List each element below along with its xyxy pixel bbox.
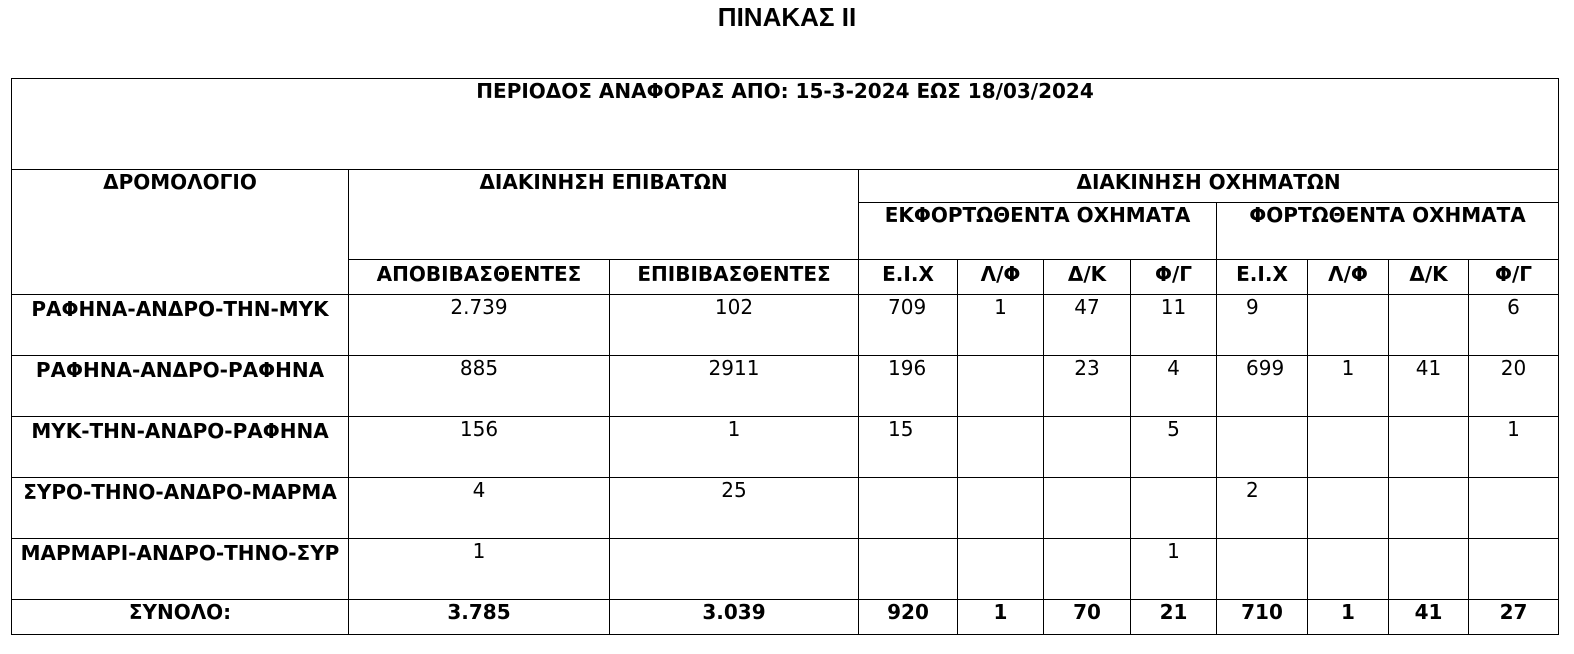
disembarked-cell: 2.739 [349,295,610,356]
table-row [12,478,1559,539]
total-unloaded-cell: 1 [958,600,1044,635]
loaded-type-header: Φ/Γ [1469,260,1559,295]
loaded-cell: 1 [1308,356,1389,417]
unloaded-cell: 1 [1131,539,1217,600]
unloaded-cell: 709 [859,295,958,356]
loaded-cell: 41 [1389,356,1469,417]
unloaded-cell [1131,478,1217,539]
unloaded-type-header: Ε.Ι.Χ [859,260,958,295]
total-label: ΣΥΝΟΛΟ: [12,600,349,635]
loaded-cell [1308,478,1389,539]
unloaded-cell: 4 [1131,356,1217,417]
unloaded-cell: 1 [958,295,1044,356]
loaded-cell: 699 [1217,356,1308,417]
route-cell: ΡΑΦΗΝΑ-ΑΝΔΡΟ-ΡΑΦΗΝΑ [12,356,349,417]
loaded-cell [1389,539,1469,600]
total-row [12,600,1559,635]
loaded-cell: 2 [1217,478,1308,539]
total-loaded-cell: 27 [1469,600,1559,635]
total-loaded-cell: 1 [1308,600,1389,635]
embarked-cell: 102 [610,295,859,356]
unloaded-cell: 5 [1131,417,1217,478]
passengers-header: ΔΙΑΚΙΝΗΣΗ ΕΠΙΒΑΤΩΝ [349,170,859,260]
unloaded-cell [1044,539,1131,600]
unloaded-cell: 23 [1044,356,1131,417]
unloaded-type-header: Φ/Γ [1131,260,1217,295]
unloaded-cell: 15 [859,417,958,478]
loaded-cell [1308,417,1389,478]
page-title: ΠΙΝΑΚΑΣ ΙΙ [717,2,857,32]
unloaded-cell [859,478,958,539]
loaded-cell: 1 [1469,417,1559,478]
unloaded-type-header: Δ/Κ [1044,260,1131,295]
unloaded-cell: 47 [1044,295,1131,356]
total-embarked: 3.039 [610,600,859,635]
loaded-cell: 20 [1469,356,1559,417]
route-cell: ΜΥΚ-ΤΗΝ-ΑΝΔΡΟ-ΡΑΦΗΝΑ [12,417,349,478]
unloaded-type-header: Λ/Φ [958,260,1044,295]
loaded-cell [1389,417,1469,478]
table-row [12,539,1559,600]
unloaded-cell [958,356,1044,417]
embarked-cell: 1 [610,417,859,478]
unloaded-cell [958,539,1044,600]
disembarked-cell: 1 [349,539,610,600]
loaded-header: ΦΟΡΤΩΘΕΝΤΑ ΟΧΗΜΑΤΑ [1217,203,1559,260]
unloaded-cell [958,417,1044,478]
unloaded-cell [958,478,1044,539]
route-cell: ΡΑΦΗΝΑ-ΑΝΔΡΟ-ΤΗΝ-ΜΥΚ [12,295,349,356]
period-header: ΠΕΡΙΟΔΟΣ ΑΝΑΦΟΡΑΣ ΑΠΟ: 15-3-2024 ΕΩΣ 18/03/2024 [12,79,1559,170]
unloaded-cell [859,539,958,600]
unloaded-cell: 196 [859,356,958,417]
unloaded-cell [1044,478,1131,539]
loaded-cell [1217,539,1308,600]
loaded-cell [1217,417,1308,478]
loaded-cell [1308,295,1389,356]
total-loaded-cell: 41 [1389,600,1469,635]
table-row [12,295,1559,356]
total-unloaded-cell: 21 [1131,600,1217,635]
table-row [12,417,1559,478]
loaded-cell [1308,539,1389,600]
total-disembarked: 3.785 [349,600,610,635]
embarked-header: ΕΠΙΒΙΒΑΣΘΕΝΤΕΣ [610,260,859,295]
embarked-cell [610,539,859,600]
disembarked-cell: 885 [349,356,610,417]
loaded-cell [1389,295,1469,356]
unloaded-cell: 11 [1131,295,1217,356]
loaded-cell [1469,539,1559,600]
loaded-type-header: Ε.Ι.Χ [1217,260,1308,295]
disembarked-cell: 4 [349,478,610,539]
loaded-cell: 6 [1469,295,1559,356]
total-unloaded-cell: 920 [859,600,958,635]
embarked-cell: 25 [610,478,859,539]
unloaded-header: ΕΚΦΟΡΤΩΘΕΝΤΑ ΟΧΗΜΑΤΑ [859,203,1217,260]
traffic-table [11,78,1559,635]
vehicles-header: ΔΙΑΚΙΝΗΣΗ ΟΧΗΜΑΤΩΝ [859,170,1559,203]
loaded-cell [1469,478,1559,539]
route-header: ΔΡΟΜΟΛΟΓΙΟ [12,170,349,295]
route-cell: ΣΥΡΟ-ΤΗΝΟ-ΑΝΔΡΟ-ΜΑΡΜΑ [12,478,349,539]
route-cell: ΜΑΡΜΑΡΙ-ΑΝΔΡΟ-ΤΗΝΟ-ΣΥΡ [12,539,349,600]
loaded-cell [1389,478,1469,539]
loaded-type-header: Λ/Φ [1308,260,1389,295]
total-unloaded-cell: 70 [1044,600,1131,635]
disembarked-header: ΑΠΟΒΙΒΑΣΘΕΝΤΕΣ [349,260,610,295]
loaded-cell: 9 [1217,295,1308,356]
total-loaded-cell: 710 [1217,600,1308,635]
loaded-type-header: Δ/Κ [1389,260,1469,295]
table-row [12,356,1559,417]
disembarked-cell: 156 [349,417,610,478]
unloaded-cell [1044,417,1131,478]
embarked-cell: 2911 [610,356,859,417]
